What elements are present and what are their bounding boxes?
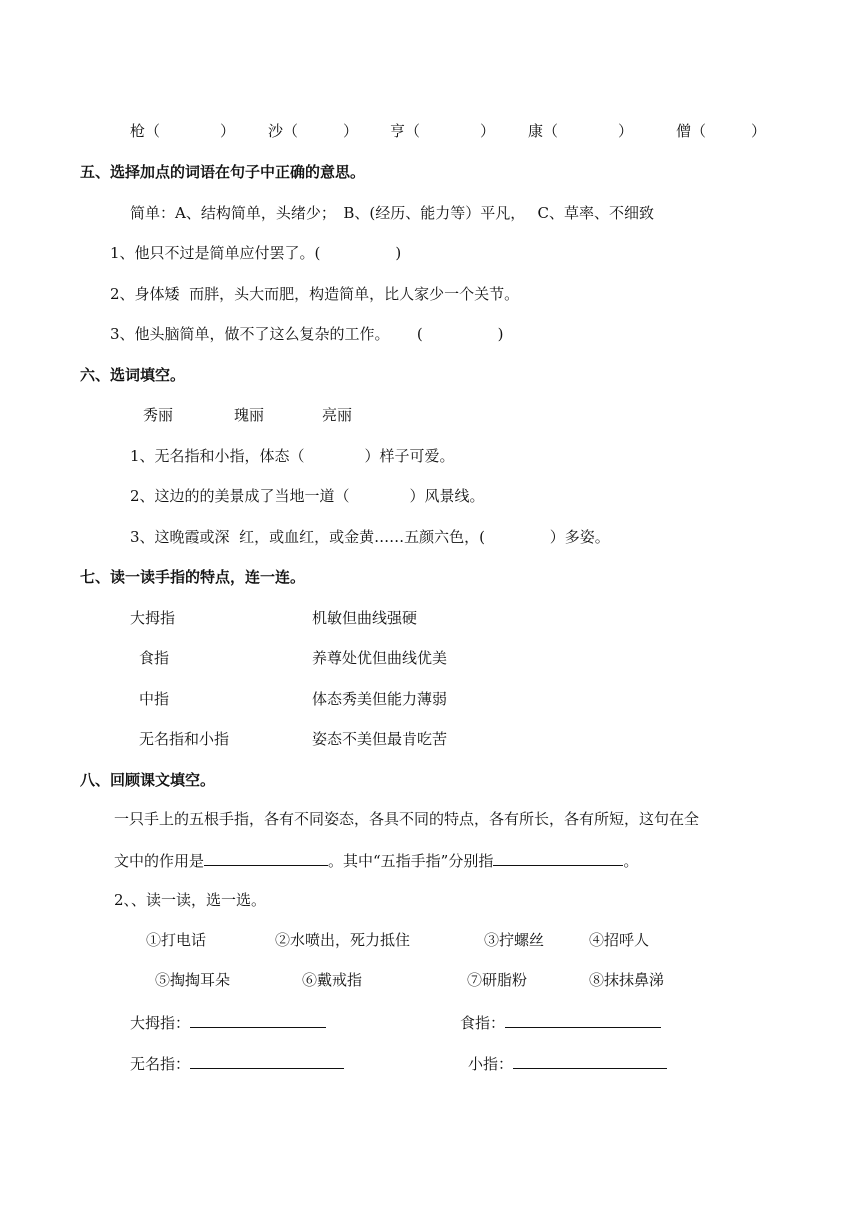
paragraph-text: 。 (623, 852, 639, 870)
fill-label: 大拇指： (130, 1014, 191, 1032)
section-6-title: 六、选词填空。 (80, 366, 186, 384)
action-choice: ⑤掏掏耳朵 (155, 971, 231, 989)
section-8-paragraph-line-1: 一只手上的五根手指，各有不同姿态，各具不同的特点，各有所长，各有所短，这句在全 (114, 810, 700, 828)
char-item: 枪（ ） (130, 122, 236, 140)
word-option: 亮丽 (322, 406, 353, 424)
action-choice: ④招呼人 (589, 931, 650, 949)
finger-trait: 姿态不美但最肯吃苦 (312, 730, 448, 748)
fill-label: 食指： (460, 1014, 506, 1032)
section-8-paragraph-line-2 (114, 850, 638, 871)
fill-row-ring (130, 1053, 344, 1074)
char-item: 僧（ ） (676, 122, 767, 140)
action-choice: ①打电话 (146, 931, 207, 949)
char-item: 康（ ） (528, 122, 634, 140)
action-choice: ⑦研脂粉 (467, 971, 528, 989)
action-choice: ⑥戴戒指 (302, 971, 363, 989)
section-5-title: 五、选择加点的词语在句子中正确的意思。 (80, 163, 366, 181)
action-choice: ②水喷出，死力抵住 (275, 931, 411, 949)
action-choice: ③拧螺丝 (484, 931, 545, 949)
word-option: 瑰丽 (234, 406, 265, 424)
fill-row-index (460, 1012, 661, 1033)
fill-blank-ring[interactable] (190, 1053, 344, 1069)
fill-row-pinky (468, 1053, 667, 1074)
section-5-options: 简单：A、结构简单，头绪少； B、(经历、能力等）平凡， C、草率、不细致 (130, 204, 654, 222)
paragraph-text: 文中的作用是 (114, 852, 205, 870)
finger-name: 大拇指 (130, 609, 176, 627)
paragraph-text: 。其中“五指手指”分别指 (328, 852, 494, 870)
section-8-title: 八、回顾课文填空。 (80, 771, 216, 789)
fill-blank-pinky[interactable] (513, 1053, 667, 1069)
finger-name: 中指 (139, 690, 170, 708)
finger-trait: 养尊处优但曲线优美 (312, 649, 448, 667)
section-5-question-2: 2、身体矮 而胖，头大而肥，构造简单，比人家少一个关节。 (110, 285, 520, 303)
fill-blank-thumb[interactable] (190, 1012, 326, 1028)
section-7-title: 七、读一读手指的特点，连一连。 (80, 568, 306, 586)
action-choice: ⑧抹抹鼻涕 (589, 971, 665, 989)
section-6-question-1: 1、无名指和小指，体态（ ）样子可爱。 (130, 447, 455, 465)
fill-label: 小指： (468, 1055, 514, 1073)
fill-blank-2[interactable] (493, 850, 623, 866)
char-item: 沙（ ） (268, 122, 359, 140)
section-5-question-3: 3、他头脑简单，做不了这么复杂的工作。 ( ) (110, 325, 504, 343)
finger-name: 无名指和小指 (139, 730, 230, 748)
section-8-subtitle: 2、、读一读，选一选。 (114, 891, 267, 909)
finger-trait: 体态秀美但能力薄弱 (312, 690, 448, 708)
section-6-question-3: 3、这晚霞或深 红，或血红，或金黄……五颜六色，( ）多姿。 (130, 528, 610, 546)
char-item: 亨（ ） (390, 122, 496, 140)
fill-blank-index[interactable] (505, 1012, 661, 1028)
section-5-question-1: 1、他只不过是简单应付罢了。( ) (110, 244, 402, 262)
finger-trait: 机敏但曲线强硬 (312, 609, 418, 627)
fill-row-thumb (130, 1012, 326, 1033)
section-6-question-2: 2、这边的的美景成了当地一道（ ）风景线。 (130, 487, 485, 505)
word-option: 秀丽 (143, 406, 174, 424)
fill-blank-1[interactable] (204, 850, 328, 866)
finger-name: 食指 (139, 649, 170, 667)
fill-label: 无名指： (130, 1055, 191, 1073)
